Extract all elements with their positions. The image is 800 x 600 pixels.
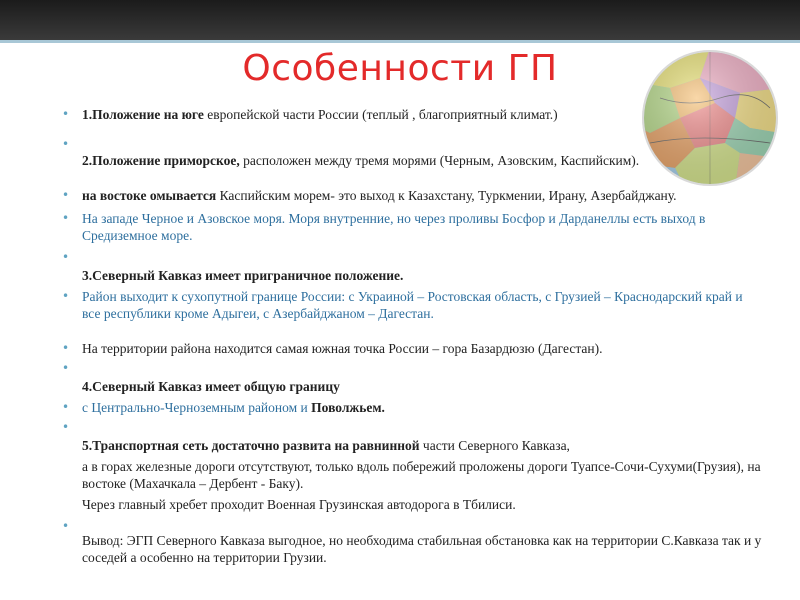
paragraph-11: а в горах железные дороги отсутствуют, только вдоль побережий проложены дороги Туапсе-Сочи-Сухуми(Грузия), на востоке (Махачкала – Дербент - Баку).: [82, 459, 761, 491]
paragraph-2: 2.Положение приморское, расположен между тремя морями (Черным, Азовским, Каспийским).: [82, 153, 640, 168]
paragraph-1: • 1.Положение на юге европейской части России (теплый , благоприятный климат.): [62, 106, 762, 123]
empty-bullet: [62, 420, 762, 437]
empty-bullet: [62, 250, 762, 267]
paragraph-3: • на востоке омывается Каспийским морем- это выход к Казахстану, Туркмении, Ирану, Азербайджану.: [62, 187, 762, 204]
empty-bullet: [62, 361, 762, 378]
paragraph-5: 3.Северный Кавказ имеет приграничное положение.: [82, 268, 404, 283]
slide-title: Особенности ГП: [242, 48, 558, 89]
top-bar-accent: [0, 40, 800, 43]
paragraph-12: Через главный хребет проходит Военная Грузинская автодорога в Тбилиси.: [82, 497, 516, 512]
paragraph-10: 5.Транспортная сеть достаточно развита на равнинной части Северного Кавказа,: [82, 438, 570, 453]
paragraph-13: Вывод: ЭГП Северного Кавказа выгодное, но необходима стабильная обстановка как на территории С.Кавказа так и у соседей а особенно на территории Грузии.: [82, 533, 762, 565]
paragraph-4: • На западе Черное и Азовское моря. Моря внутренние, но через проливы Босфор и Дарданеллы есть выход в Средиземное море.: [62, 210, 762, 244]
paragraph-8: 4.Северный Кавказ имеет общую границу: [82, 379, 340, 394]
slide-content: [62, 106, 762, 566]
paragraph-7: • На территории района находится самая южная точка России – гора Базардюзю (Дагестан).: [62, 340, 762, 357]
paragraph-9: • с Центрально-Черноземным районом и Поволжьем.: [62, 399, 762, 416]
top-bar: [0, 0, 800, 40]
paragraph-6: • Район выходит к сухопутной границе России: с Украиной – Ростовская область, с Грузией – Краснодарский край и все республики кроме Адыгеи, с Азербайджаном – Дагестан.: [62, 288, 762, 322]
